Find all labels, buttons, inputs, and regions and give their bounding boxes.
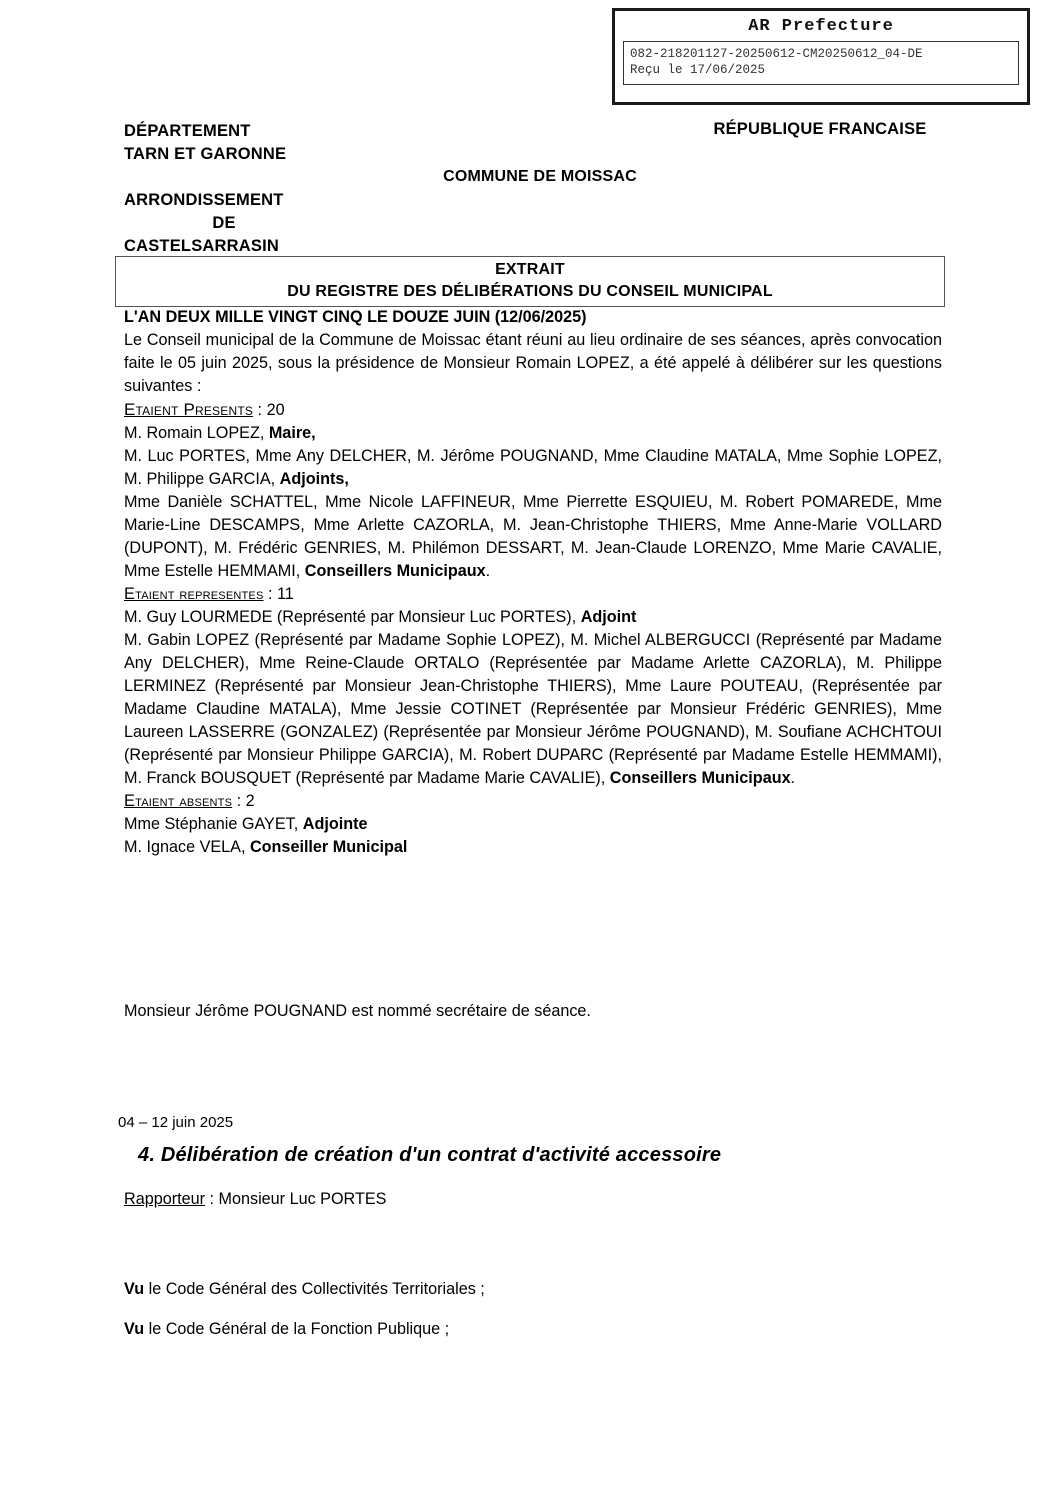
arrondissement-header <box>124 189 324 258</box>
extrait-box <box>115 256 945 307</box>
deliberation-reference-date: 04 – 12 juin 2025 <box>118 1114 234 1131</box>
conseillers-role: Conseillers Municipaux <box>304 562 486 580</box>
presents-count: 20 <box>266 401 285 419</box>
department-header <box>124 120 286 166</box>
ar-reference-number: 082-218201127-20250612-CM20250612_04-DE <box>630 47 923 61</box>
presents-label: Etaient Presents <box>124 400 254 419</box>
commune-name: COMMUNE DE MOISSAC <box>443 168 637 185</box>
department-label: DÉPARTEMENT <box>124 122 251 140</box>
presents-separator: : <box>253 401 267 419</box>
extrait-subtitle: DU REGISTRE DES DÉLIBÉRATIONS DU CONSEIL MUNICIPAL <box>287 283 773 300</box>
rapporteur-value: : Monsieur Luc PORTES <box>205 1190 387 1208</box>
department-name: TARN ET GARONNE <box>124 145 287 163</box>
adjoints-role: Adjoints, <box>279 470 349 488</box>
presents-heading <box>124 398 942 422</box>
represented-heading <box>124 583 942 606</box>
ar-received-date: Reçu le 17/06/2025 <box>630 63 766 77</box>
adjoints-names: M. Luc PORTES, Mme Any DELCHER, M. Jérôme POUGNAND, Mme Claudine MATALA, Mme Sophie LOPEZ, M. Philippe GARCIA, <box>124 447 942 488</box>
absent-1-role: Adjointe <box>302 815 368 833</box>
ar-prefecture-stamp <box>612 8 1030 105</box>
presents-maire <box>124 422 942 445</box>
represented-count: 11 <box>277 585 294 603</box>
conseillers-names: Mme Danièle SCHATTEL, Mme Nicole LAFFINEUR, Mme Pierrette ESQUIEU, M. Robert POMAREDE, Mme Marie-Line DESCAMPS, Mme Arlette CAZORLA, M. Jean-Christophe THIERS, Mme Anne-Marie VOLLARD (DUPONT), M. Frédéric GENRIES, M. Philémon DESSART, M. Jean-Claude LORENZO, Mme Marie CAVALIE, Mme Estelle HEMMAMI, <box>124 493 942 580</box>
absents-heading <box>124 790 942 813</box>
ar-prefecture-details <box>623 41 1019 85</box>
arrondissement-name: CASTELSARRASIN <box>124 237 279 255</box>
deliberation-body <box>124 306 942 859</box>
absents-count: 2 <box>245 792 255 810</box>
rapporteur-label: Rapporteur <box>124 1190 205 1208</box>
represented-adjoint-name: M. Guy LOURMEDE (Représenté par Monsieur Luc PORTES), <box>124 608 581 626</box>
vu-text-2: le Code Général de la Fonction Publique ; <box>144 1320 450 1338</box>
presents-conseillers <box>124 491 942 583</box>
represented-conseillers <box>124 629 942 790</box>
absents-separator: : <box>232 792 246 810</box>
absent-person-1 <box>124 813 942 836</box>
rapporteur-line <box>124 1190 386 1209</box>
represented-adjoint <box>124 606 942 629</box>
ar-prefecture-title: AR Prefecture <box>748 17 894 36</box>
maire-role: Maire, <box>268 424 316 442</box>
vu-clause-2 <box>124 1320 449 1339</box>
represented-conseillers-names: M. Gabin LOPEZ (Représenté par Madame Sophie LOPEZ), M. Michel ALBERGUCCI (Représenté par Madame Any DELCHER), Mme Reine-Claude ORTALO (Représentée par Madame Arlette CAZORLA), M. Philippe LERMINEZ (Représenté par Monsieur Jean-Christophe THIERS), Mme Laure POUTEAU, (Représentée par Madame Claudine MATALA), Mme Jessie COTINET (Représentée par Monsieur Frédéric GENRIES), Mme Laureen LASSERRE (GONZALEZ) (Représentée par Monsieur Jérôme POUGNAND), M. Soufiane ACHCHTOUI (Représenté par Monsieur Philippe GARCIA), M. Robert DUPARC (Représenté par Madame Estelle HEMMAMI), M. Franck BOUSQUET (Représenté par Madame Marie CAVALIE), <box>124 631 942 787</box>
represented-separator: : <box>263 585 277 603</box>
absent-2-role: Conseiller Municipal <box>249 838 408 856</box>
absent-person-2 <box>124 836 942 859</box>
conseillers-end: . <box>485 562 491 580</box>
vu-text-1: le Code Général des Collectivités Territoriales ; <box>144 1280 485 1298</box>
presents-adjoints <box>124 445 942 491</box>
vu-prefix-1: Vu <box>124 1280 145 1298</box>
absents-label: Etaient absents <box>124 792 233 810</box>
session-date-title: L'AN DEUX MILLE VINGT CINQ LE DOUZE JUIN (12/06/2025) <box>124 308 587 326</box>
arrondissement-label: ARRONDISSEMENT <box>124 191 284 209</box>
vu-prefix-2: Vu <box>124 1320 145 1338</box>
represented-conseillers-end: . <box>790 769 796 787</box>
opening-paragraph: Le Conseil municipal de la Commune de Moissac étant réuni au lieu ordinaire de ses séances, après convocation faite le 05 juin 2025, sous la présidence de Monsieur Romain LOPEZ, a été appelé à délibérer sur les questions suivantes : <box>124 331 942 395</box>
deliberation-title: 4. Délibération de création d'un contrat d'activité accessoire <box>138 1144 722 1166</box>
absent-1-name: Mme Stéphanie GAYET, <box>124 815 303 833</box>
absent-2-name: M. Ignace VELA, <box>124 838 250 856</box>
represented-label: Etaient representes <box>124 585 264 603</box>
republique-francaise: RÉPUBLIQUE FRANCAISE <box>713 120 927 138</box>
extrait-title: EXTRAIT <box>495 261 565 278</box>
arrondissement-de: DE <box>212 214 236 232</box>
secretary-statement: Monsieur Jérôme POUGNAND est nommé secrétaire de séance. <box>124 1002 591 1020</box>
represented-adjoint-role: Adjoint <box>580 608 637 626</box>
maire-name: M. Romain LOPEZ, <box>124 424 269 442</box>
represented-conseillers-role: Conseillers Municipaux <box>609 769 791 787</box>
vu-clause-1 <box>124 1280 485 1299</box>
